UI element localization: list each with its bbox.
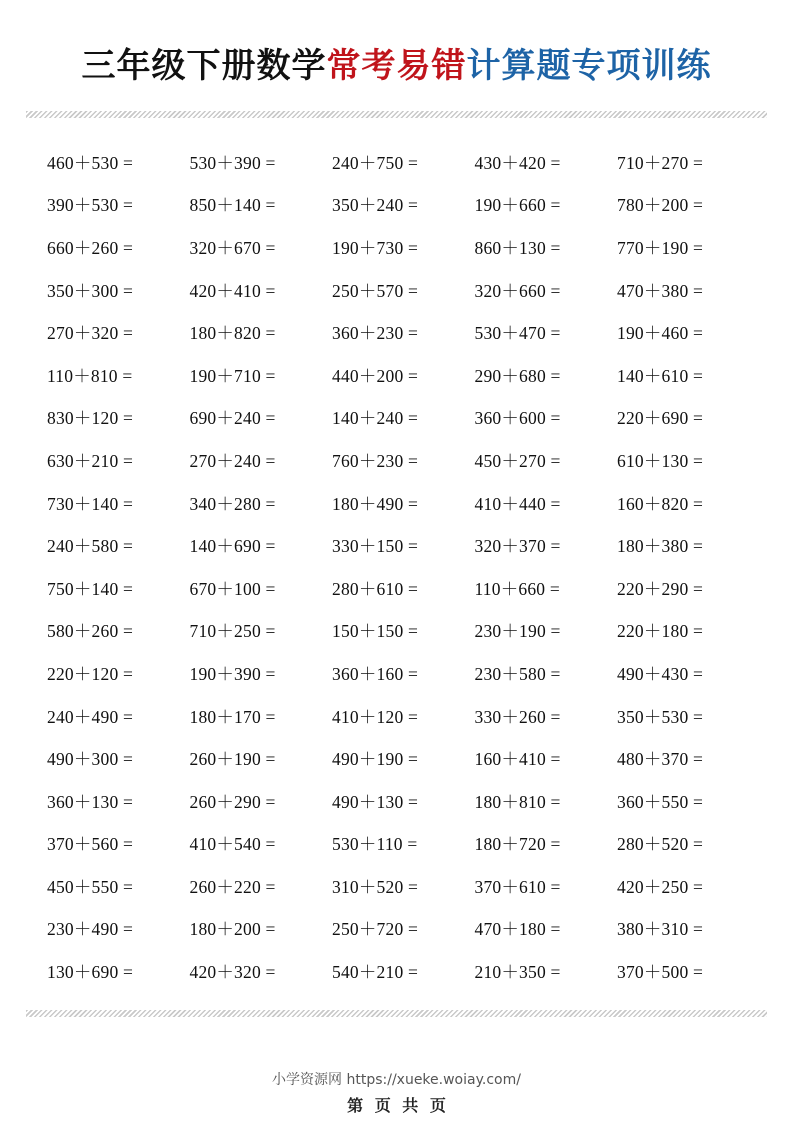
problem-item: 490＋430 = [617, 663, 704, 684]
problem-item: 420＋250 = [617, 876, 704, 897]
problem-item: 580＋260 = [47, 621, 134, 642]
problem-item: 530＋390 = [189, 152, 276, 173]
problem-item: 390＋530 = [47, 195, 134, 216]
problem-item: 180＋810 = [474, 791, 561, 812]
problem-item: 710＋250 = [189, 621, 276, 642]
problem-item: 130＋690 = [47, 962, 134, 983]
problem-item: 230＋490 = [47, 919, 134, 940]
problem-item: 350＋530 = [617, 706, 704, 727]
problem-item: 180＋820 = [189, 323, 276, 344]
problem-item: 320＋670 = [189, 237, 276, 258]
problem-item: 710＋270 = [617, 152, 704, 173]
title-highlight: 常考易错 [326, 46, 467, 86]
problem-item: 540＋210 = [332, 962, 419, 983]
problem-item: 140＋690 = [189, 536, 276, 557]
problem-item: 270＋320 = [47, 323, 134, 344]
problem-item: 450＋550 = [47, 876, 134, 897]
problem-item: 670＋100 = [189, 578, 276, 599]
problem-item: 470＋380 = [617, 280, 704, 301]
problem-item: 850＋140 = [189, 195, 276, 216]
page-title [0, 40, 793, 92]
problem-item: 340＋280 = [189, 493, 276, 514]
problem-item: 380＋310 = [617, 919, 704, 940]
problem-item: 190＋730 = [332, 237, 419, 258]
problem-item: 660＋260 = [47, 237, 134, 258]
problem-item: 210＋350 = [474, 962, 561, 983]
problem-item: 110＋660 = [474, 578, 560, 599]
problem-item: 180＋170 = [189, 706, 276, 727]
problem-item: 240＋750 = [332, 152, 419, 173]
problem-item: 190＋460 = [617, 323, 704, 344]
problem-item: 360＋160 = [332, 663, 419, 684]
problem-item: 330＋260 = [474, 706, 561, 727]
title-topic: 计算题专项训练 [466, 46, 712, 86]
problem-item: 250＋570 = [332, 280, 419, 301]
problem-item: 490＋130 = [332, 791, 419, 812]
problem-item: 490＋190 = [332, 749, 419, 770]
problem-item: 250＋720 = [332, 919, 419, 940]
problem-item: 630＋210 = [47, 450, 134, 471]
problem-item: 860＋130 = [474, 237, 561, 258]
problem-item: 270＋240 = [189, 450, 276, 471]
problem-item: 410＋440 = [474, 493, 561, 514]
problem-item: 480＋370 = [617, 749, 704, 770]
problem-item: 610＋130 = [617, 450, 704, 471]
problem-item: 190＋660 = [474, 195, 561, 216]
problem-item: 350＋240 = [332, 195, 419, 216]
problem-item: 760＋230 = [332, 450, 419, 471]
problem-item: 470＋180 = [474, 919, 561, 940]
problem-grid [47, 141, 760, 993]
problem-item: 460＋530 = [47, 152, 134, 173]
problem-item: 420＋410 = [189, 280, 276, 301]
problem-item: 370＋610 = [474, 876, 561, 897]
problem-item: 360＋550 = [617, 791, 704, 812]
problem-item: 230＋580 = [474, 663, 561, 684]
problem-item: 180＋720 = [474, 834, 561, 855]
problem-item: 190＋710 = [189, 365, 276, 386]
problem-item: 220＋290 = [617, 578, 704, 599]
problem-item: 180＋200 = [189, 919, 276, 940]
problem-item: 220＋180 = [617, 621, 704, 642]
problem-item: 310＋520 = [332, 876, 419, 897]
problem-item: 450＋270 = [474, 450, 561, 471]
problem-item: 370＋560 = [47, 834, 134, 855]
problem-item: 750＋140 = [47, 578, 134, 599]
problem-item: 160＋410 = [474, 749, 561, 770]
title-grade-subject: 三年级下册数学 [81, 46, 327, 86]
problem-item: 240＋580 = [47, 536, 134, 557]
top-divider [26, 111, 767, 118]
problem-item: 490＋300 = [47, 749, 134, 770]
problem-item: 280＋610 = [332, 578, 419, 599]
problem-item: 530＋470 = [474, 323, 561, 344]
problem-item: 260＋290 = [189, 791, 276, 812]
problem-item: 110＋810 = [47, 365, 133, 386]
problem-item: 140＋610 = [617, 365, 704, 386]
problem-item: 360＋600 = [474, 408, 561, 429]
problem-item: 320＋660 = [474, 280, 561, 301]
problem-item: 350＋300 = [47, 280, 134, 301]
problem-item: 230＋190 = [474, 621, 561, 642]
problem-item: 220＋690 = [617, 408, 704, 429]
footer-page-number: 第 页 共 页 [347, 1096, 446, 1115]
problem-item: 410＋120 = [332, 706, 419, 727]
problem-item: 160＋820 = [617, 493, 704, 514]
problem-item: 370＋500 = [617, 962, 704, 983]
problem-item: 530＋110 = [332, 834, 418, 855]
problem-item: 140＋240 = [332, 408, 419, 429]
problem-item: 770＋190 = [617, 237, 704, 258]
problem-item: 180＋490 = [332, 493, 419, 514]
problem-item: 290＋680 = [474, 365, 561, 386]
footer-source: 小学资源网 https://xueke.woiay.com/ [272, 1072, 521, 1088]
bottom-divider [26, 1010, 767, 1017]
problem-item: 330＋150 = [332, 536, 419, 557]
problem-item: 730＋140 = [47, 493, 134, 514]
problem-item: 430＋420 = [474, 152, 561, 173]
problem-item: 220＋120 = [47, 663, 134, 684]
problem-item: 260＋220 = [189, 876, 276, 897]
problem-item: 440＋200 = [332, 365, 419, 386]
problem-item: 690＋240 = [189, 408, 276, 429]
problem-item: 260＋190 = [189, 749, 276, 770]
problem-item: 190＋390 = [189, 663, 276, 684]
problem-item: 420＋320 = [189, 962, 276, 983]
problem-item: 150＋150 = [332, 621, 419, 642]
problem-item: 320＋370 = [474, 536, 561, 557]
problem-item: 360＋230 = [332, 323, 419, 344]
problem-item: 240＋490 = [47, 706, 134, 727]
problem-item: 180＋380 = [617, 536, 704, 557]
problem-item: 830＋120 = [47, 408, 134, 429]
problem-item: 780＋200 = [617, 195, 704, 216]
problem-item: 410＋540 = [189, 834, 276, 855]
problem-item: 360＋130 = [47, 791, 134, 812]
problem-item: 280＋520 = [617, 834, 704, 855]
